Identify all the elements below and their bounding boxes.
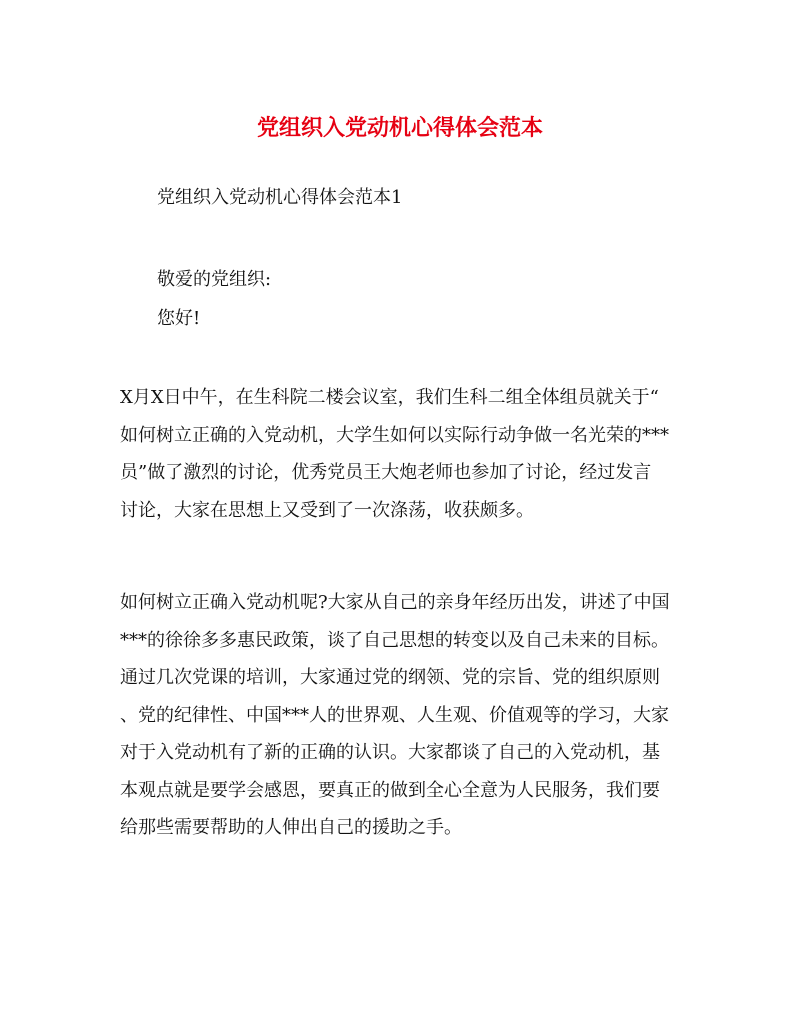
- salutation: 敬爱的党组织:: [157, 269, 272, 290]
- paragraph-line: 如何树立正确入党动机呢?大家从自己的亲身年经历出发，讲述了中国: [120, 592, 670, 613]
- paragraph-line: 对于入党动机有了新的正确的认识。大家都谈了自己的入党动机，基: [120, 742, 660, 763]
- paragraph-line: X月X日中午，在生科院二楼会议室，我们生科二组全体组员就关于“: [120, 387, 659, 408]
- paragraph-line: 通过几次党课的培训，大家通过党的纲领、党的宗旨、党的组织原则: [120, 667, 660, 688]
- paragraph-line: 给那些需要帮助的人伸出自己的援助之手。: [120, 817, 462, 838]
- paragraph-line: ***的徐徐多多惠民政策，谈了自己思想的转变以及自己未来的目标。: [120, 629, 669, 651]
- paragraph-2: [120, 584, 680, 847]
- paragraph-line: 员”做了激烈的讨论，优秀党员王大炮老师也参加了讨论，经过发言: [120, 462, 652, 483]
- document-subtitle: 党组织入党动机心得体会范本1: [157, 187, 403, 208]
- paragraph-1: [120, 379, 680, 529]
- document-title: 党组织入党动机心得体会范本: [256, 115, 543, 141]
- paragraph-line: 、党的纪律性、中国***人的世界观、人生观、价值观等的学习，大家: [120, 704, 669, 726]
- greeting: 您好!: [157, 308, 201, 329]
- paragraph-line: 讨论，大家在思想上又受到了一次涤荡，收获颇多。: [120, 499, 534, 521]
- paragraph-line: 如何树立正确的入党动机，大学生如何以实际行动争做一名光荣的***: [120, 424, 669, 446]
- paragraph-line: 本观点就是要学会感恩，要真正的做到全心全意为人民服务，我们要: [120, 779, 660, 801]
